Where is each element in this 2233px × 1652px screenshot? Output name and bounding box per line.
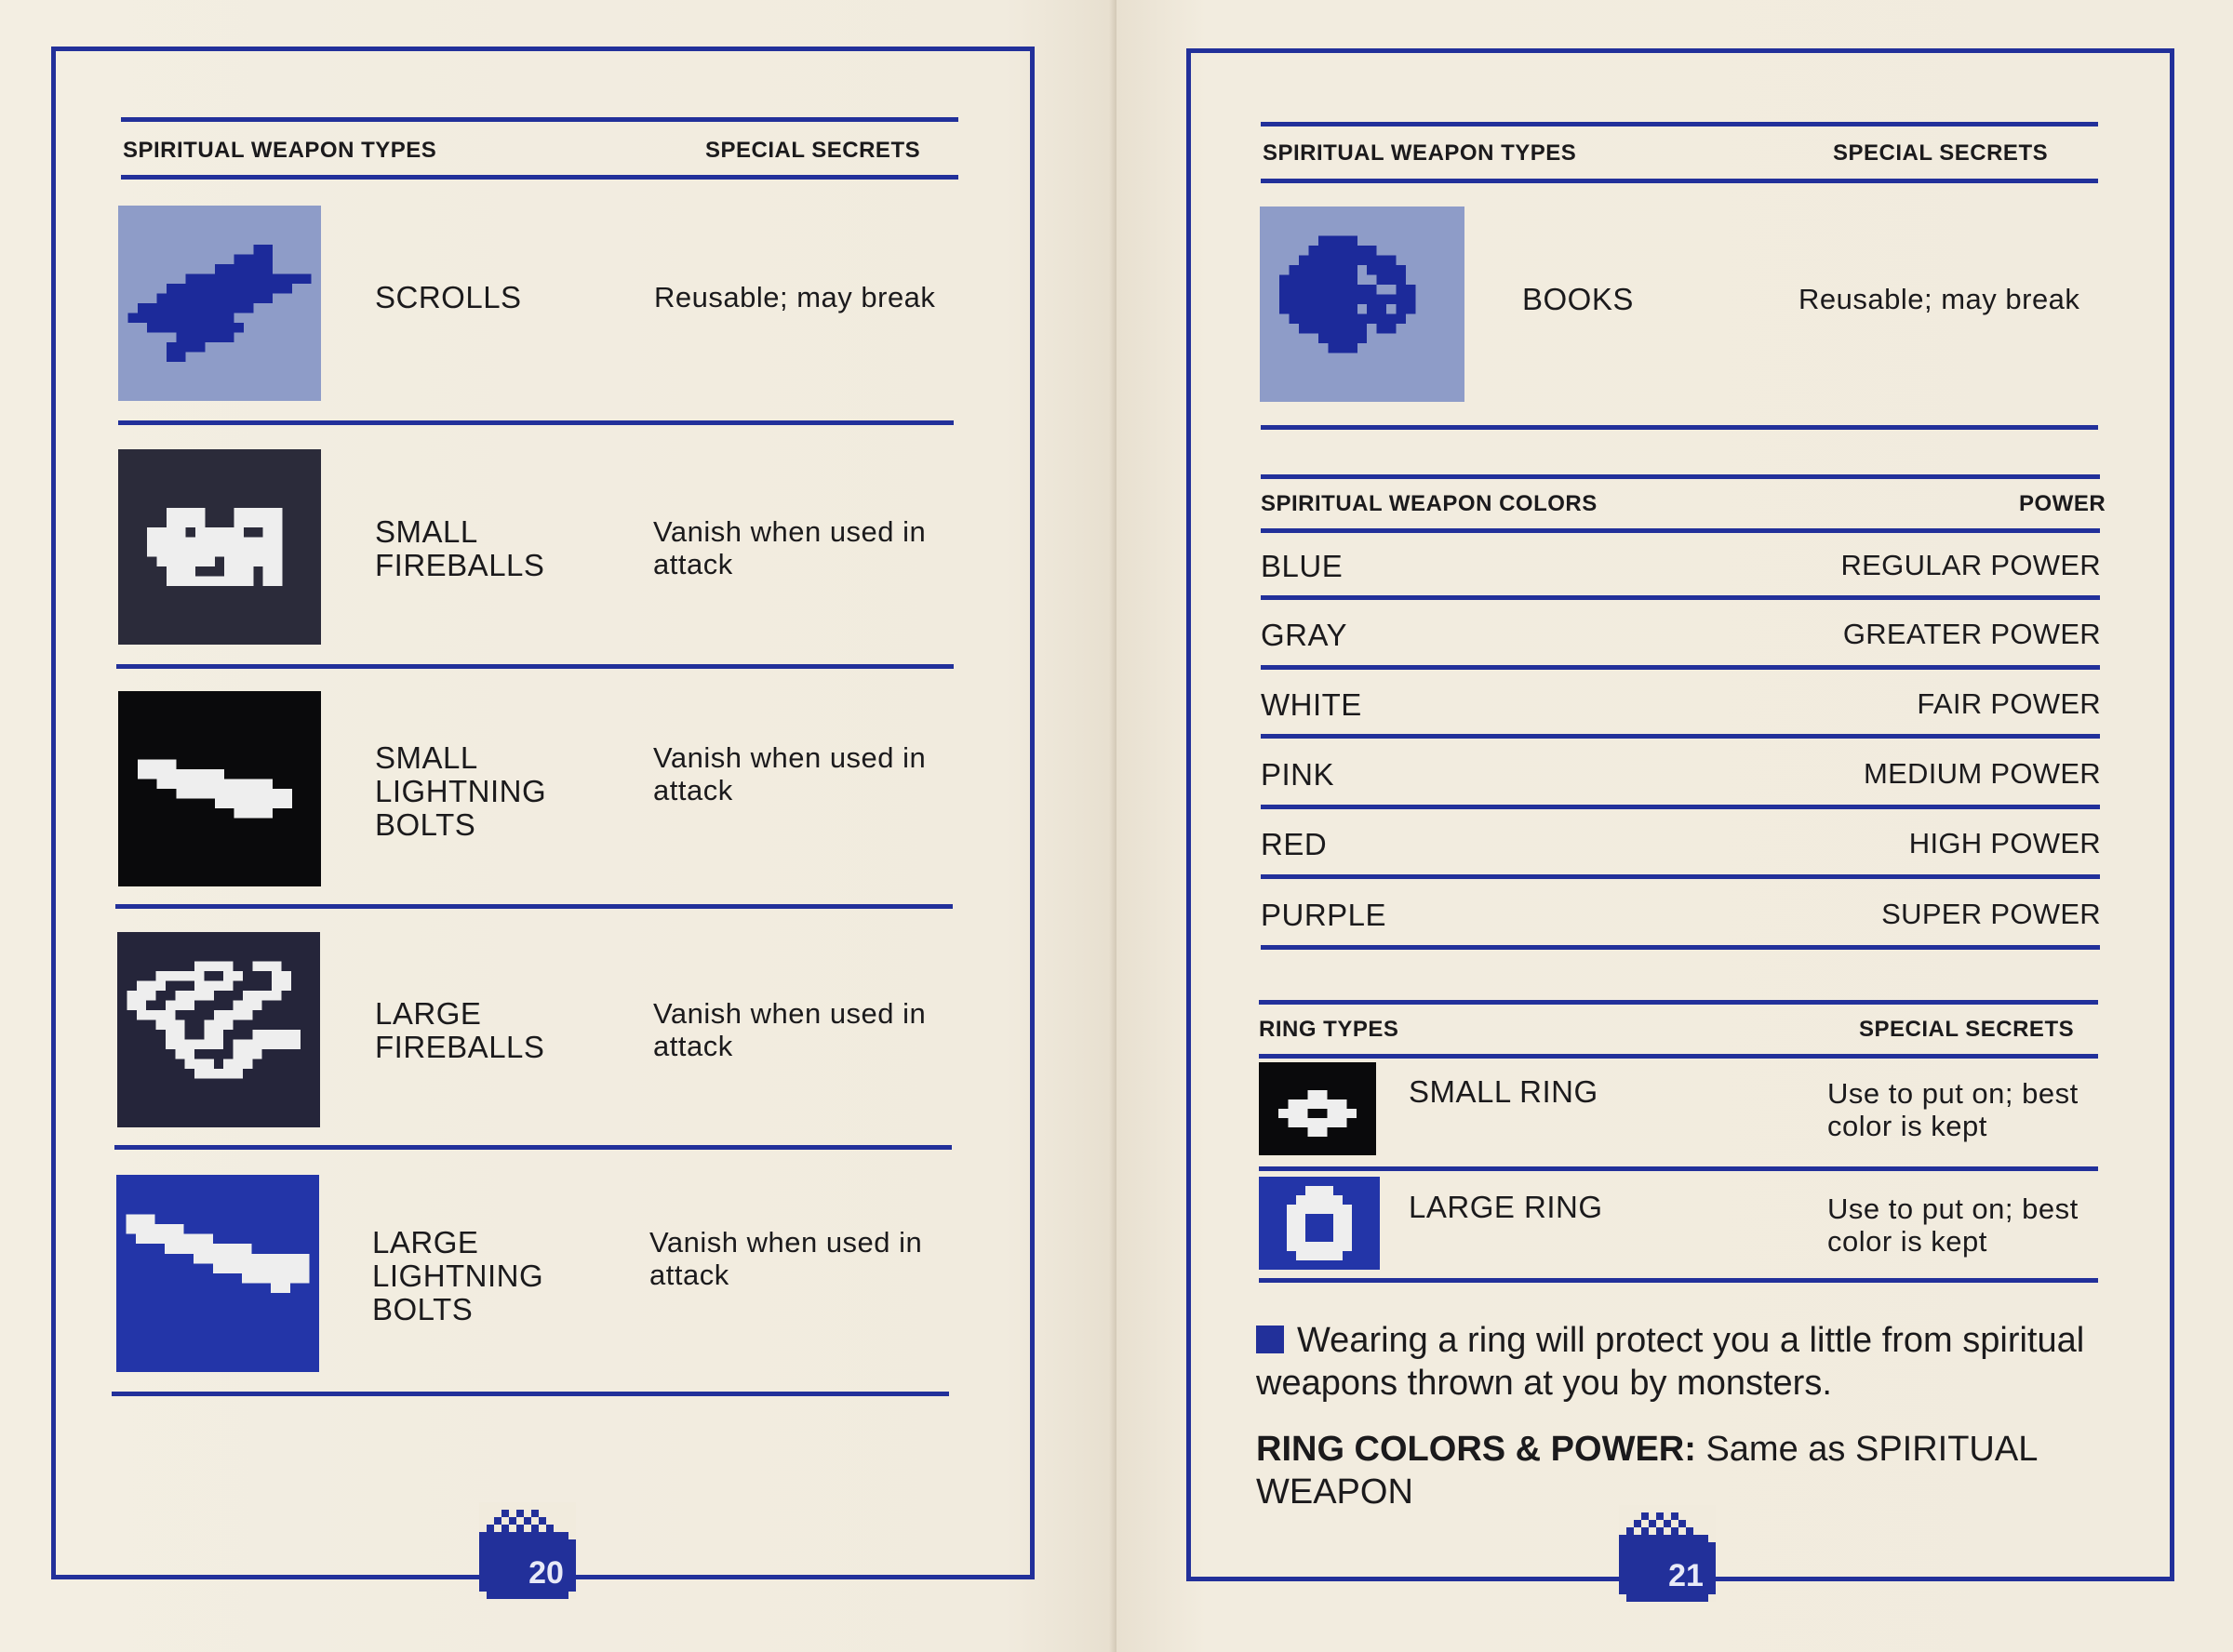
ring-secret-large: Use to put on; best color is kept [1827, 1192, 2079, 1258]
square-bullet-icon [1256, 1326, 1284, 1353]
special-secrets-header: SPECIAL SECRETS [1833, 140, 2049, 166]
row-divider [115, 904, 953, 909]
power-high: HIGH POWER [1908, 827, 2101, 859]
header-rule-top [121, 117, 958, 122]
large-lightning-bolt-icon [116, 1175, 319, 1372]
power-header: POWER [2019, 491, 2106, 516]
row-divider [1261, 425, 2098, 430]
scroll-icon [118, 206, 321, 401]
weapon-name-small-fireballs: SMALL FIREBALLS [375, 514, 545, 582]
header-rule-top [1261, 122, 2098, 127]
table-bottom-rule [112, 1392, 949, 1396]
weapon-secret-books: Reusable; may break [1798, 283, 2080, 315]
color-pink: PINK [1261, 757, 1335, 792]
color-white: WHITE [1261, 687, 1362, 722]
weapon-name-books: BOOKS [1522, 282, 1634, 316]
row-divider [1261, 734, 2100, 739]
small-lightning-bolt-icon [118, 691, 321, 886]
header-rule-bottom [121, 175, 958, 180]
weapon-name-large-lightning-bolts: LARGE LIGHTNING BOLTS [372, 1225, 544, 1326]
special-secrets-header: SPECIAL SECRETS [705, 138, 921, 163]
color-red: RED [1261, 827, 1328, 861]
book-icon [1260, 206, 1464, 402]
page-20 [0, 0, 1116, 1652]
ring-colors-text: Same as SPIRITUAL WEAPON [1256, 1430, 2037, 1512]
weapon-secret-large-lightning-bolts: Vanish when used in attack [649, 1226, 923, 1291]
row-divider [118, 420, 954, 425]
weapon-name-small-lightning-bolts: SMALL LIGHTNING BOLTS [375, 740, 547, 842]
weapon-colors-header: SPIRITUAL WEAPON COLORS [1261, 491, 1598, 516]
rings-rule-top [1259, 1000, 2098, 1005]
large-ring-icon [1259, 1177, 1380, 1270]
row-divider [1261, 595, 2100, 600]
row-divider [1259, 1166, 2098, 1171]
colors-rule-header [1261, 528, 2100, 533]
weapon-name-scrolls: SCROLLS [375, 280, 522, 314]
weapon-types-header: SPIRITUAL WEAPON TYPES [1263, 140, 1577, 166]
ring-protection-note [1256, 1319, 2098, 1405]
large-fireball-icon [117, 932, 320, 1127]
colors-rule-bottom [1261, 945, 2100, 950]
power-regular: REGULAR POWER [1840, 549, 2101, 581]
weapon-types-header: SPIRITUAL WEAPON TYPES [123, 138, 437, 163]
colors-rule-top [1261, 474, 2100, 479]
weapon-secret-small-fireballs: Vanish when used in attack [653, 515, 927, 580]
ring-colors-title: RING COLORS & POWER: [1256, 1430, 1696, 1469]
weapon-secret-scrolls: Reusable; may break [654, 281, 936, 313]
row-divider [1261, 874, 2100, 879]
note-text: Wearing a ring will protect you a little from spiritual weapons thrown at you by monsters. [1256, 1321, 2085, 1403]
ring-secrets-header: SPECIAL SECRETS [1859, 1017, 2075, 1042]
page-21 [1116, 0, 2233, 1652]
small-ring-icon [1259, 1062, 1376, 1155]
weapon-secret-small-lightning-bolts: Vanish when used in attack [653, 741, 927, 806]
row-divider [116, 664, 954, 669]
color-blue: BLUE [1261, 549, 1344, 583]
power-super: SUPER POWER [1881, 898, 2101, 930]
color-purple: PURPLE [1261, 898, 1387, 932]
page-number: 21 [1668, 1558, 1704, 1593]
color-gray: GRAY [1261, 618, 1348, 652]
rings-rule-header [1259, 1054, 2098, 1059]
ring-name-small: SMALL RING [1409, 1074, 1598, 1109]
power-medium: MEDIUM POWER [1863, 757, 2101, 790]
small-fireball-icon [118, 449, 321, 645]
ring-types-header: RING TYPES [1259, 1017, 1399, 1042]
ring-colors-power [1256, 1428, 2098, 1513]
power-fair: FAIR POWER [1917, 687, 2101, 720]
power-greater: GREATER POWER [1842, 618, 2101, 650]
weapon-secret-large-fireballs: Vanish when used in attack [653, 997, 927, 1062]
row-divider [1261, 665, 2100, 670]
row-divider [114, 1145, 952, 1150]
ring-name-large: LARGE RING [1409, 1190, 1603, 1224]
weapon-name-large-fireballs: LARGE FIREBALLS [375, 996, 545, 1064]
ring-secret-small: Use to put on; best color is kept [1827, 1077, 2079, 1142]
rings-rule-bottom [1259, 1278, 2098, 1283]
page-number: 20 [528, 1555, 564, 1591]
header-rule-bottom [1261, 179, 2098, 183]
row-divider [1261, 805, 2100, 809]
